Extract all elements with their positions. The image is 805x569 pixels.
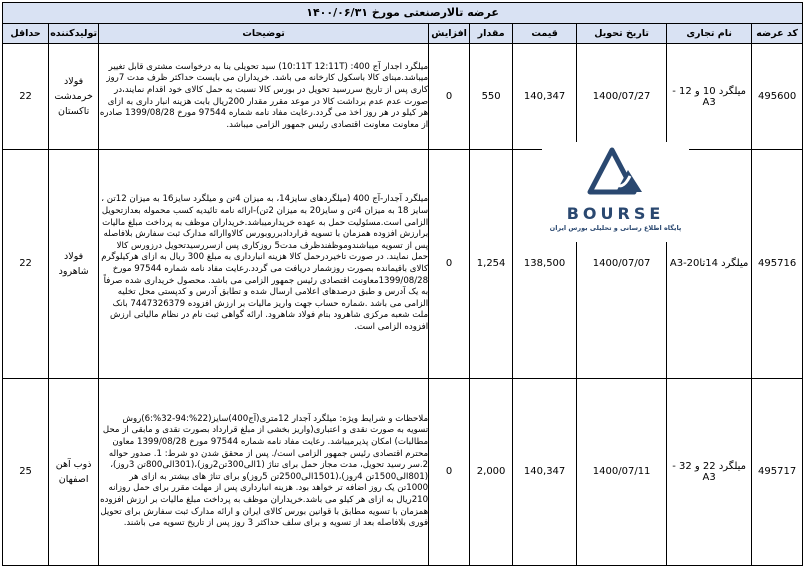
table-title: عرضه تالارصنعتی مورخ ۱۴۰۰/۰۶/۳۱ xyxy=(3,3,803,24)
price: 138,500 xyxy=(513,150,577,378)
col-code-header: کد عرضه xyxy=(752,24,803,44)
minimum: 25 xyxy=(3,378,49,565)
price: 140,347 xyxy=(513,378,577,565)
bourse-logo-subtitle: پایگاه اطلاع رسانی و تحلیلی بورس ایران xyxy=(549,224,682,232)
producer: ذوب آهن اصفهان xyxy=(49,378,99,565)
description: میلگرد اجدار آج 400: (10:11T 12:11T) سید تحویلی بنا به درخواست مشتری قابل تغییر میباشد.مبنای کالا باسکول کارخانه می باشد. خریداران می بایست حداکثر ظرف مدت 7روز کاری پس از تاریخ سررسید تحویل در بورس کالا نسبت به حمل کالای خود اقدام نمایند،در صورت عدم عدم برداشت کالا در موعد مقرر مقدار 200ریال بابت هزینه انبار داری به ازای هر کیلو در هر روز اخذ می گردد.رعایت مفاد نامه شماره 97544 مورخ 1399/08/28 صادره از معاونت معاونت اقتصادی رئیس جمهور الزامی میباشد. xyxy=(99,44,429,150)
table-row xyxy=(3,378,803,565)
price: 140,347 xyxy=(513,44,577,150)
quantity: 550 xyxy=(470,44,513,150)
col-delivery-date-header: تاریخ تحویل xyxy=(577,24,667,44)
col-minimum-header: حداقل xyxy=(3,24,49,44)
bourse-logo-name: BOURSE xyxy=(566,204,665,223)
minimum: 22 xyxy=(3,44,49,150)
trade-name: میلگرد 10 و 12 - A3 xyxy=(667,44,752,150)
quantity: 1,254 xyxy=(470,150,513,378)
trade-name: میلگرد 22 و 32 - A3 xyxy=(667,378,752,565)
col-price-header: قیمت xyxy=(513,24,577,44)
delivery-date: 1400/07/07 xyxy=(577,150,667,378)
bourse-logo xyxy=(542,142,689,242)
description: میلگرد آجدار-آج 400 (میلگردهای سایز14، به میزان 4تن و میلگرد سایز16 به میزان 12تن ، سایز 18 به میزان 4تن و سایز20 به میزان 2تن)-ارائه نامه تائیدیه کسب محموله بعدازتحویل الزامی است.مسئولیت حمل به عهده خریدارمیباشد.خریداران موظف به پرداخت مبلغ مالیات برارزش افزوده همزمان با تسویه قراردادبرروبورس کالاواارائه مدارک ثبت سفارش بلافاصله پس از تسویه میباشندوموظفندظرف مدت5 روزکاری پس ازسررسیدتحویل درزورس کالا حمل نمایند. در صورت تاخیردرحمل کالا هزینه انبارداری به مبلغ 300 ریال به ازای هرکیلوگرم کالای باقیمانده بصورت روزشمار دریافت می گردد.رعایت مفاد نامه شماره 97544 مورخ 1399/08/28معاونت اقتصادی رئیس جمهور الزامی می باشد. محصول خریداری شده صرفاً به یک آدرس و طبق درصدهای اعلامی ارسال شده و تطابق آدرس و کدپستی محل تخلیه الزامی می باشد .شماره حساب جهت واریز مالیات بر ارزش افزوده 7447326379 بانک ملت شعبه مرکزی شاهرود بنام فولاد شاهرود. ارائه گواهی ثبت نام در نظام مالیاتی ارزش افزوده الزامی است. xyxy=(99,150,429,378)
trade-name: میلگرد 14تا20-A3 xyxy=(667,150,752,378)
producer: فولاد خرمدشت تاکستان xyxy=(49,44,99,150)
col-quantity-header: مقدار xyxy=(470,24,513,44)
col-increase-header: افزایش xyxy=(429,24,470,44)
delivery-date: 1400/07/27 xyxy=(577,44,667,150)
quantity: 2,000 xyxy=(470,378,513,565)
offer-code: 495716 xyxy=(752,150,803,378)
table-row xyxy=(3,44,803,150)
bourse-logo-mark-icon xyxy=(542,142,689,204)
delivery-date: 1400/07/11 xyxy=(577,378,667,565)
offer-code: 495717 xyxy=(752,378,803,565)
col-producer-header: تولیدکننده xyxy=(49,24,99,44)
offer-code: 495600 xyxy=(752,44,803,150)
increase: 0 xyxy=(429,150,470,378)
increase: 0 xyxy=(429,378,470,565)
producer: فولاد شاهرود xyxy=(49,150,99,378)
col-trade-name-header: نام تجاری xyxy=(667,24,752,44)
minimum: 22 xyxy=(3,150,49,378)
offering-table xyxy=(2,2,803,566)
header-row xyxy=(3,24,803,44)
description: ملاحظات و شرایط ویژه: میلگرد آجدار 12متری(آج400)سایز(22%:94-32%:6)روش تسویه به صورت نقدی و اعتباری(واریز بخشی از مبلغ قرارداد بصورت نقدی و مابقی از محل مطالبات) امکان پذیرمیباشد. رعایت مفاد نامه شماره 97544 مورخ 1399/08/28 معاون محترم اقتصادی رئیس جمهور الزامی است/. پس از محقق شدن دو شرط: 1. صدور حواله 2.سر رسید تحویل، مدت مجاز حمل برای تناژ (1الی300تن2روز)،(301الی800تن 3روز)،(801الی1500تن 4روز)،(1501الی2500تن 5روز)و برای تناژ های بیشتر به ازای هر 1000تن یک روز اضافه تر خواهد بود. هزینه انبارداری پس از مهلت مقرر برای حمل روزانه 210ریال به ازای هر کیلو می باشد.خریداران موظف به پرداخت مبلغ مالیات بر ارزش افزوده همزمان با تسویه مطابق با قوانین بورس کالای ایران و ارائه مدارک ثبت سفارش برای تحویل فوری بلافاصله بعد از تسویه و برای سلف حداکثر 3 روز پس از تاریخ تسویه می باشند. xyxy=(99,378,429,565)
col-description-header: توضیحات xyxy=(99,24,429,44)
increase: 0 xyxy=(429,44,470,150)
